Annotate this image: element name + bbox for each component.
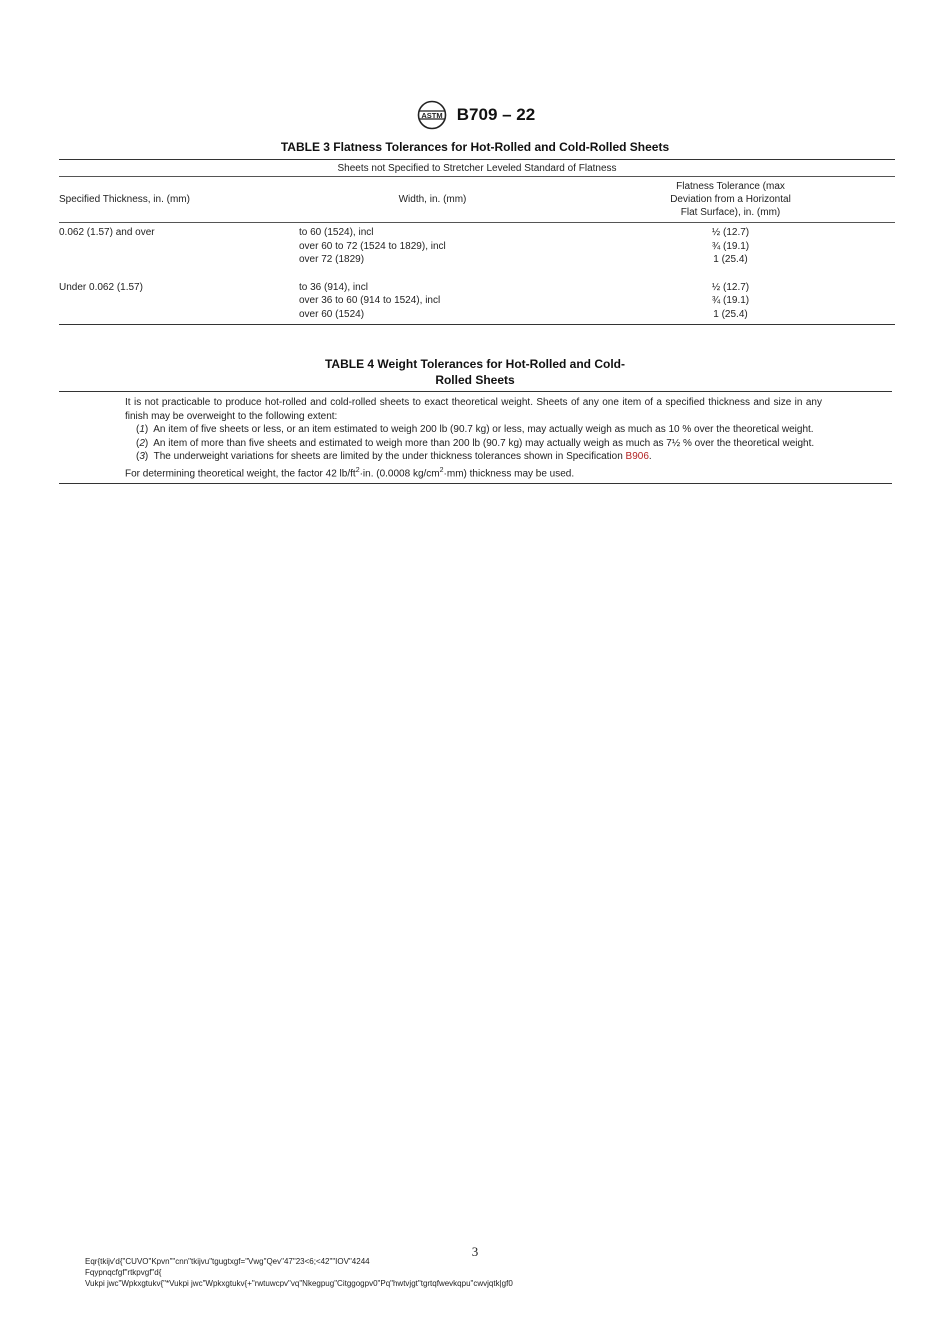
table4 <box>59 391 892 484</box>
tolerance-cell: ½ (12.7) ¾ (19.1) 1 (25.4) <box>711 227 750 265</box>
col-header-flatness: Flatness Tolerance (max Deviation from a Horizontal Flat Surface), in. (mm) <box>670 181 791 218</box>
col-header-thickness: Specified Thickness, in. (mm) <box>59 194 190 205</box>
table4-intro: It is not practicable to produce hot-rolled and cold-rolled sheets to exact theoretical weight. Sheets of any one item of a specified thickness and size in any finish may be overweight to the following extent: <box>125 397 822 422</box>
table4-title: TABLE 4 Weight Tolerances for Hot-Rolled and Cold- Rolled Sheets <box>324 357 625 387</box>
thickness-cell: 0.062 (1.57) and over <box>59 227 155 238</box>
col-header-width: Width, in. (mm) <box>398 194 467 205</box>
page-header <box>0 100 950 130</box>
thickness-cell: Under 0.062 (1.57) <box>59 281 143 293</box>
width-cell: to 60 (1524), incl over 60 to 72 (1524 to 1829), incl over 72 (1829) <box>299 227 446 265</box>
document-id: B709 – 22 <box>456 105 536 124</box>
table3-title: TABLE 3 Flatness Tolerances for Hot-Rolled and Cold-Rolled Sheets <box>280 140 670 154</box>
table4-body <box>59 392 892 483</box>
width-cell: to 36 (914), incl over 36 to 60 (914 to 1524), incl over 60 (1524) <box>299 281 441 320</box>
tolerance-cell: ½ (12.7) ¾ (19.1) 1 (25.4) <box>711 281 750 320</box>
table4-note: For determining theoretical weight, the factor 42 $lb/ft^2\cdot in$. (0.0008 $kg/cm^2\cdot mm$) thickness may be used. <box>125 466 575 479</box>
spec-b906-link[interactable]: B906 <box>625 451 649 462</box>
page-number: 3 <box>471 1244 479 1259</box>
table3 <box>59 159 895 325</box>
table4-item: (3) The underweight variations for sheets are limited by the under thickness tolerances shown in Specification B906. <box>136 451 652 462</box>
logo-text: ASTM <box>421 111 443 120</box>
table-row-group <box>59 223 895 267</box>
table3-subheader: Sheets not Specified to Stretcher Leveled Standard of Flatness <box>337 163 617 174</box>
table4-item: (1) An item of five sheets or less, or an item estimated to weigh 200 lb (90.7 kg) or less, may actually weigh as much as 10 % over the theoretical weight. <box>136 424 814 435</box>
table3-column-headers <box>59 177 895 222</box>
license-footer: Eqr{tkijv'd{"CUVO"Kpvn""cnn"tkijvu"tgugtxgf="Vwg"Qev"47"23<6;<42""IOV"4244 Fqypnqcfgf"rtkpvgf"d{ Vukpi jwc"Wpkxgtukv{"*Vukpi jwc"Wpkxgtukv{+"rwtuwcpv"vq"Nkegpug"Citggogpv0"Pq"hwtvjgt"tgrtqfwevkqpu"cwvjqtk|gf0 <box>85 1257 513 1288</box>
table4-item: (2) An item of more than five sheets and estimated to weigh more than 200 lb (90.7 kg) may actually weigh as much as 7½ % over the theoretical weight. <box>136 437 815 449</box>
astm-logo <box>415 100 449 130</box>
table-row-group <box>59 267 895 322</box>
